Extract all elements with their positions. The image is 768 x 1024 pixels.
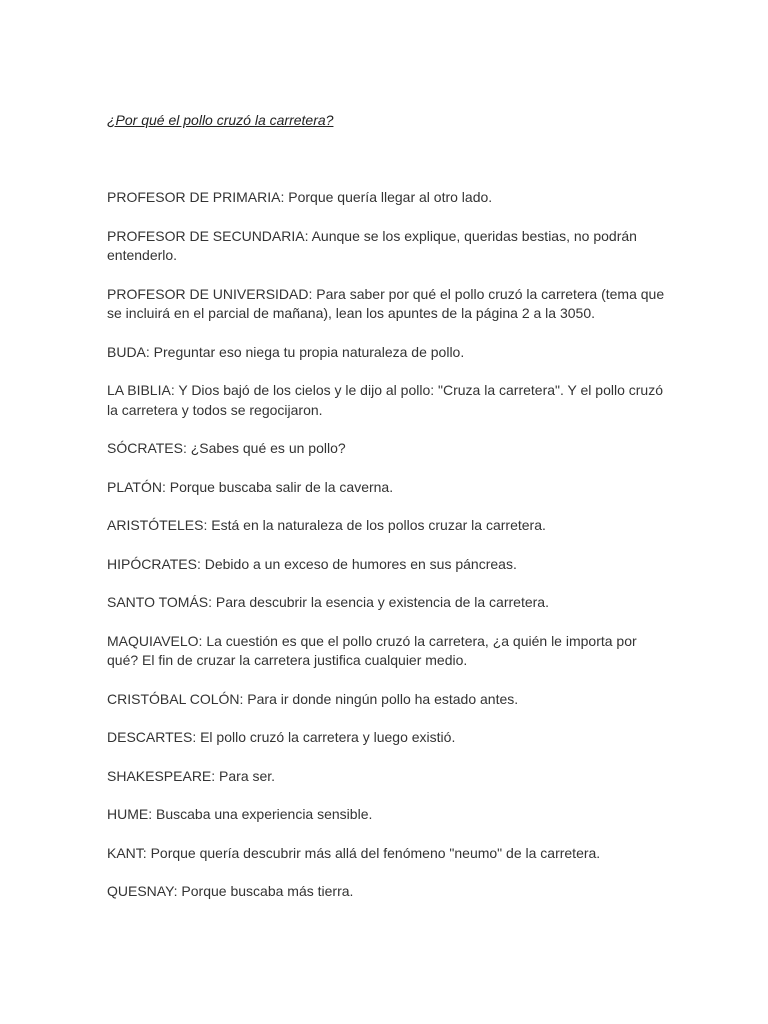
entries-list [107, 188, 667, 921]
entry-paragraph: BUDA: Preguntar eso niega tu propia naturaleza de pollo. [107, 343, 465, 360]
entry-paragraph: LA BIBLIA: Y Dios bajó de los cielos y le dijo al pollo: "Cruza la carretera". Y el pollo cruzó la carretera y todos se regocijaron. [107, 382, 663, 418]
entry-paragraph: MAQUIAVELO: La cuestión es que el pollo cruzó la carretera, ¿a quién le importa por qué? El fin de cruzar la carretera justifica cualquier medio. [107, 632, 637, 668]
entry-paragraph: PROFESOR DE SECUNDARIA: Aunque se los explique, queridas bestias, no podrán entenderlo. [107, 227, 637, 263]
entry-paragraph: ARISTÓTELES: Está en la naturaleza de los pollos cruzar la carretera. [107, 517, 546, 533]
entry-paragraph: SÓCRATES: ¿Sabes qué es un pollo? [107, 440, 346, 456]
entry-paragraph: PROFESOR DE UNIVERSIDAD: Para saber por qué el pollo cruzó la carretera (tema que se incluirá en el parcial de mañana), lean los apuntes de la página 2 a la 3050. [107, 285, 665, 321]
entry-paragraph: SHAKESPEARE: Para ser. [107, 767, 276, 784]
entry-paragraph: PLATÓN: Porque buscaba salir de la caverna. [107, 478, 394, 495]
entry-paragraph: QUESNAY: Porque buscaba más tierra. [107, 883, 354, 899]
document-title: ¿Por qué el pollo cruzó la carretera? [107, 112, 334, 128]
entry-paragraph: PROFESOR DE PRIMARIA: Porque quería llegar al otro lado. [107, 189, 493, 205]
entry-paragraph: SANTO TOMÁS: Para descubrir la esencia y existencia de la carretera. [107, 594, 549, 610]
entry-paragraph: HUME: Buscaba una experiencia sensible. [107, 806, 373, 822]
entry-paragraph: KANT: Porque quería descubrir más allá del fenómeno "neumo" de la carretera. [107, 844, 601, 861]
entry-paragraph: HIPÓCRATES: Debido a un exceso de humores en sus páncreas. [107, 555, 517, 572]
entry-paragraph: DESCARTES: El pollo cruzó la carretera y luego existió. [107, 729, 456, 745]
entry-paragraph: CRISTÓBAL COLÓN: Para ir donde ningún pollo ha estado antes. [107, 690, 519, 707]
